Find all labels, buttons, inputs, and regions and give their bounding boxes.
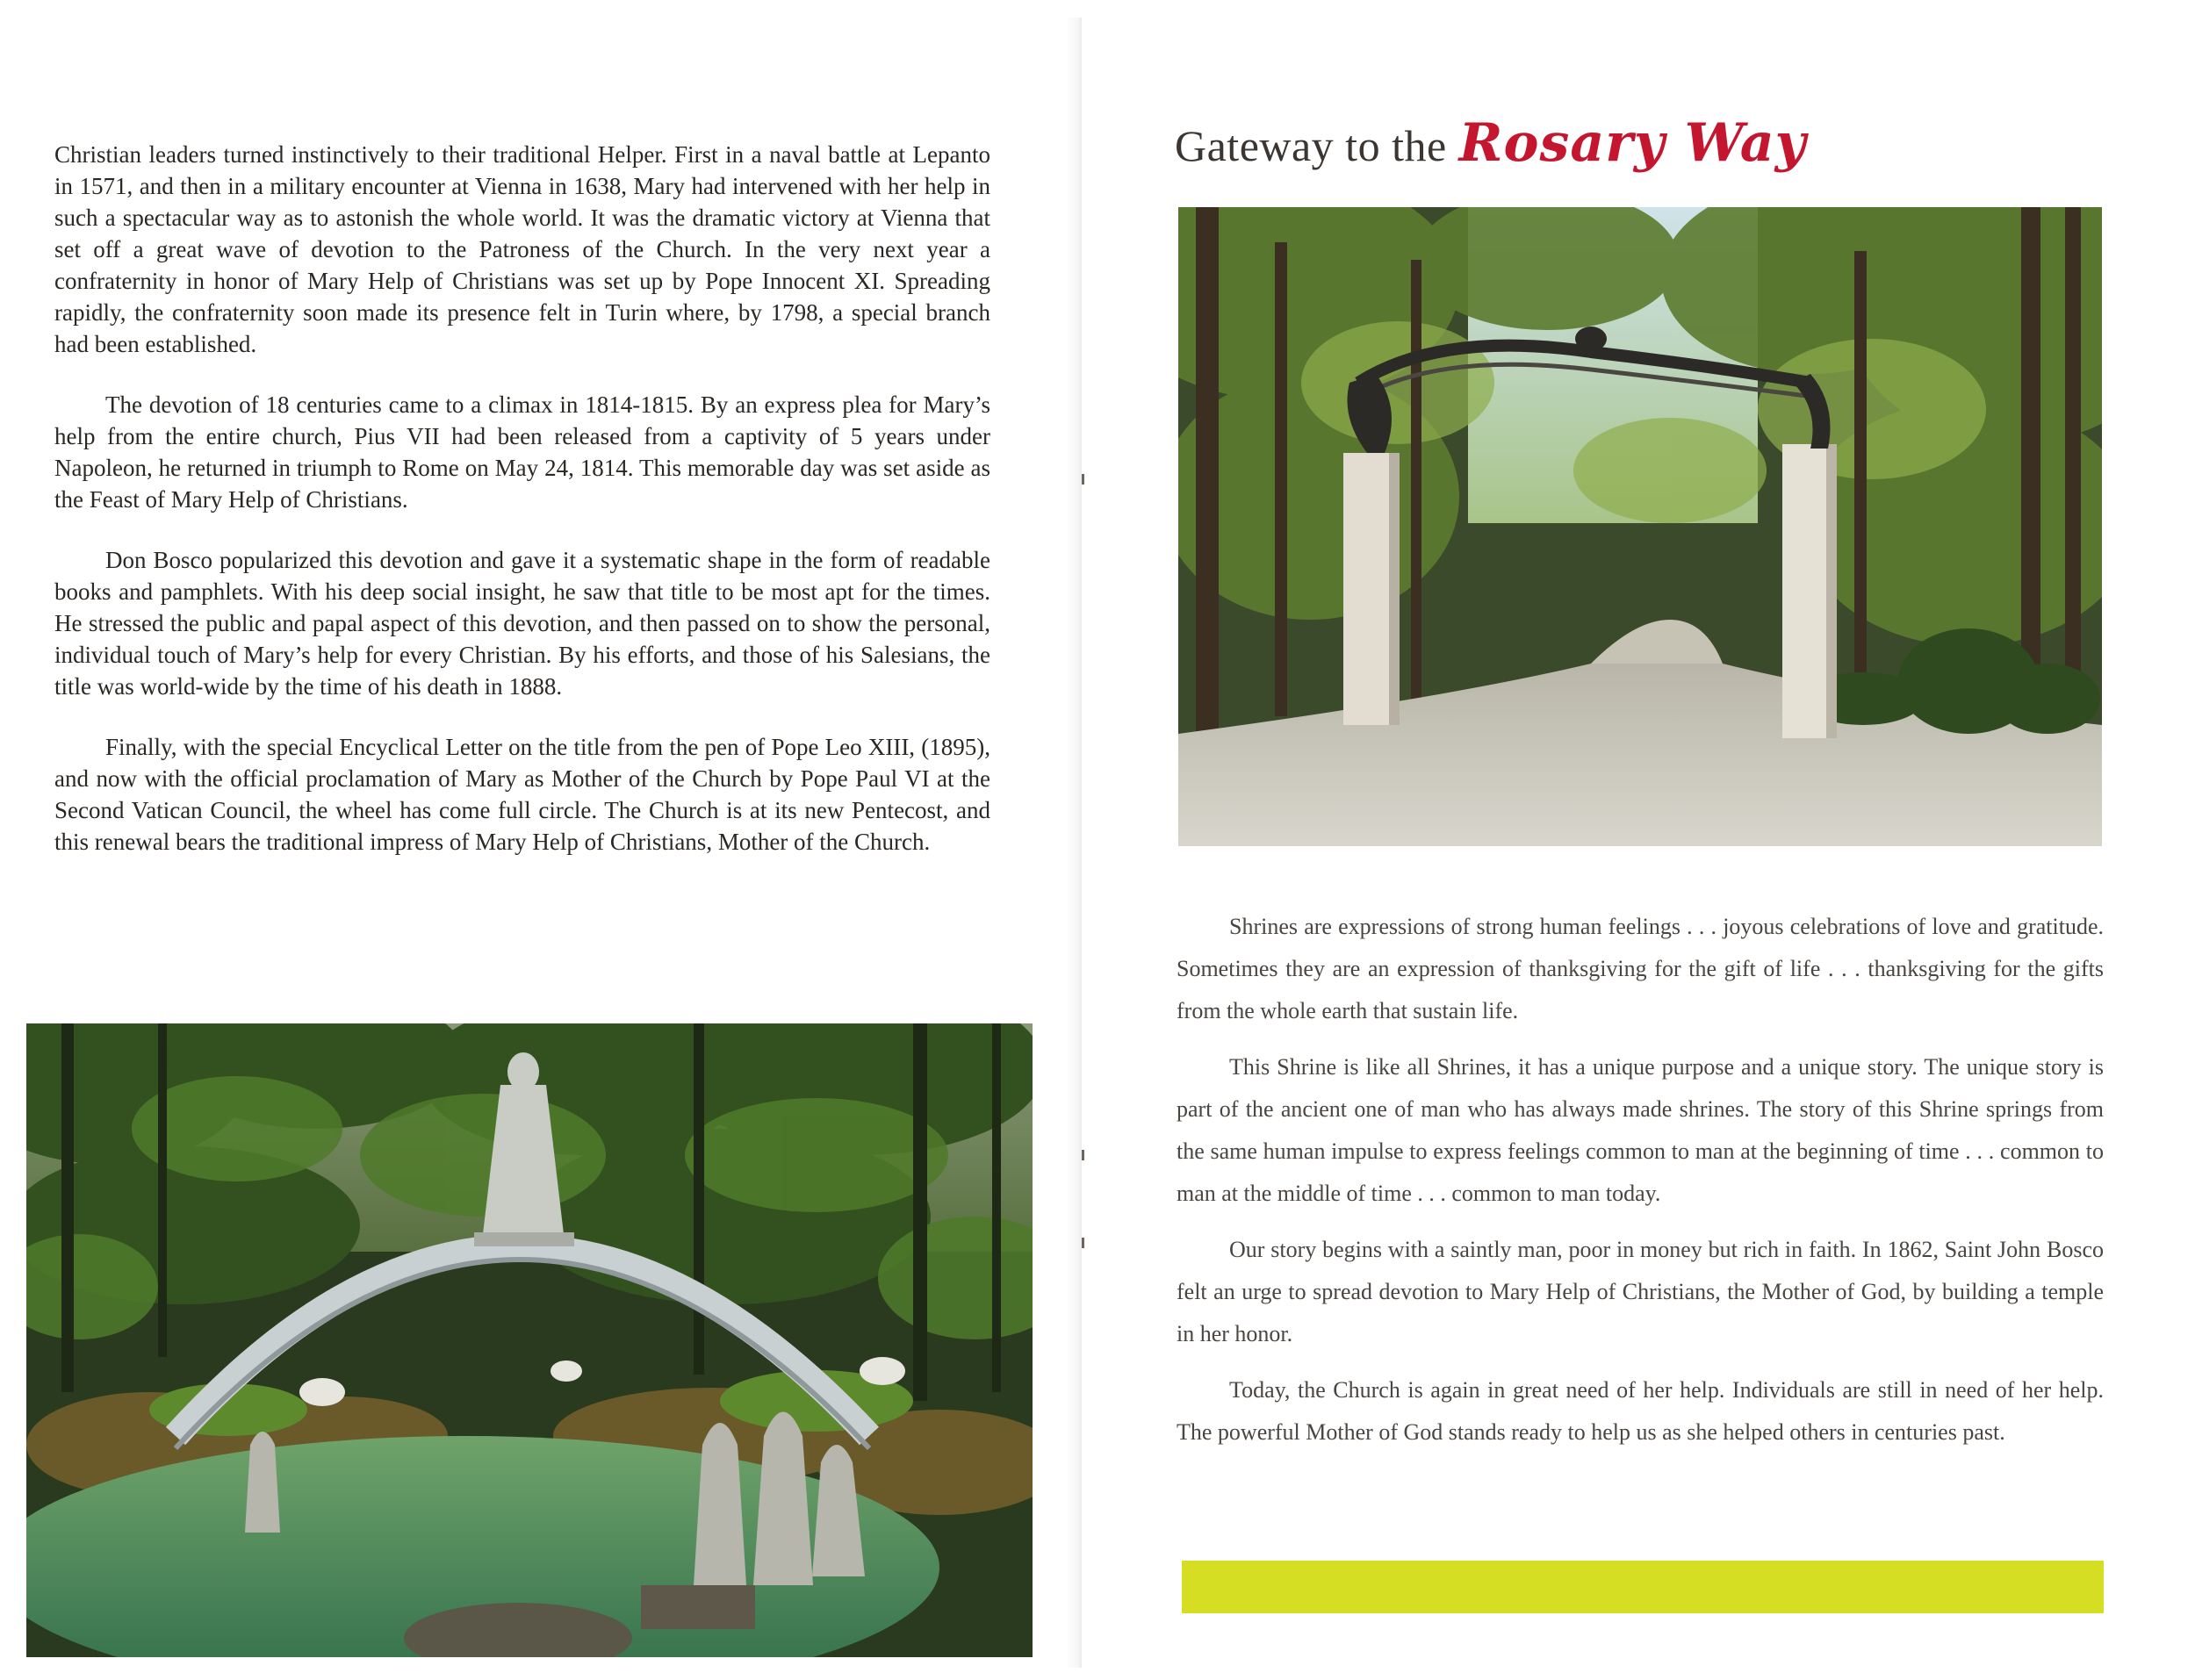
accent-bar [1182, 1561, 2104, 1613]
gateway-arch-illustration [1178, 207, 2102, 846]
gateway-arch-photo [1178, 207, 2102, 846]
page-title-plain: Gateway to the [1175, 121, 1447, 170]
shrine-statue-illustration [26, 1023, 1033, 1657]
right-paragraph-2: This Shrine is like all Shrines, it has a unique purpose and a unique story. The unique story is part of the ancient one of man who has always made shrines. The story of this Shrine springs from the same human impulse to express feelings common to man at the beginning of time . . . common to man at the middle of time . . . common to man today. [1177, 1054, 2104, 1206]
right-page-text [1177, 906, 2104, 1468]
left-paragraph-3: Don Bosco popularized this devotion and gave it a systematic shape in the form of readable books and pamphlets. With his deep social insight, he saw that title to be most apt for the times. He stressed the public and papal aspect of this devotion, and then passed on to show the personal, individual touch of Mary’s help for every Christian. By his efforts, and those of his Salesians, the title was world-wide by the time of his death in 1888. [54, 547, 990, 700]
left-page-text [54, 139, 990, 887]
binding-mark [1082, 1150, 1084, 1160]
left-page [0, 0, 1082, 1680]
page-title-script: Rosary Way [1458, 112, 1807, 174]
right-paragraph-3: Our story begins with a saintly man, poor in money but rich in faith. In 1862, Saint John Bosco felt an urge to spread devotion to Mary Help of Christians, the Mother of God, by building a temple in her honor. [1177, 1237, 2104, 1346]
left-paragraph-4: Finally, with the special Encyclical Letter on the title from the pen of Pope Leo XIII, (1895), and now with the official proclamation of Mary as Mother of the Church by Pope Paul VI at the Second Vatican Council, the wheel has come full circle. The Church is at its new Pentecost, and this renewal bears the traditional impress of Mary Help of Christians, Mother of the Church. [54, 734, 990, 855]
binding-mark [1082, 474, 1084, 485]
left-paragraph-2: The devotion of 18 centuries came to a climax in 1814-1815. By an express plea for Mary’s help from the entire church, Pius VII had been released from a captivity of 5 years under Napoleon, he returned in triumph to Rome on May 24, 1814. This memorable day was set aside as the Feast of Mary Help of Christians. [54, 391, 990, 513]
page-title [1175, 112, 1806, 200]
binding-mark [1082, 1238, 1084, 1248]
shrine-statue-photo [26, 1023, 1033, 1657]
left-paragraph-1: Christian leaders turned instinctively to their traditional Helper. First in a naval battle at Lepanto in 1571, and then in a military encounter at Vienna in 1638, Mary had intervened with her help in such a spectacular way as to astonish the whole world. It was the dramatic victory at Vienna that set off a great wave of devotion to the Patroness of the Church. In the very next year a confraternity in honor of Mary Help of Christians was set up by Pope Innocent XI. Spreading rapidly, the confraternity soon made its presence felt in Turin where, by 1798, a special branch had been established. [54, 141, 990, 357]
right-paragraph-1: Shrines are expressions of strong human feelings . . . joyous celebrations of love and gratitude. Sometimes they are an expression of thanksgiving for the gift of life . . . thanksgiving for the gifts from the whole earth that sustain life. [1177, 914, 2104, 1023]
right-paragraph-4: Today, the Church is again in great need of her help. Individuals are still in need of her help. The powerful Mother of God stands ready to help us as she helped others in centuries past. [1177, 1377, 2104, 1445]
